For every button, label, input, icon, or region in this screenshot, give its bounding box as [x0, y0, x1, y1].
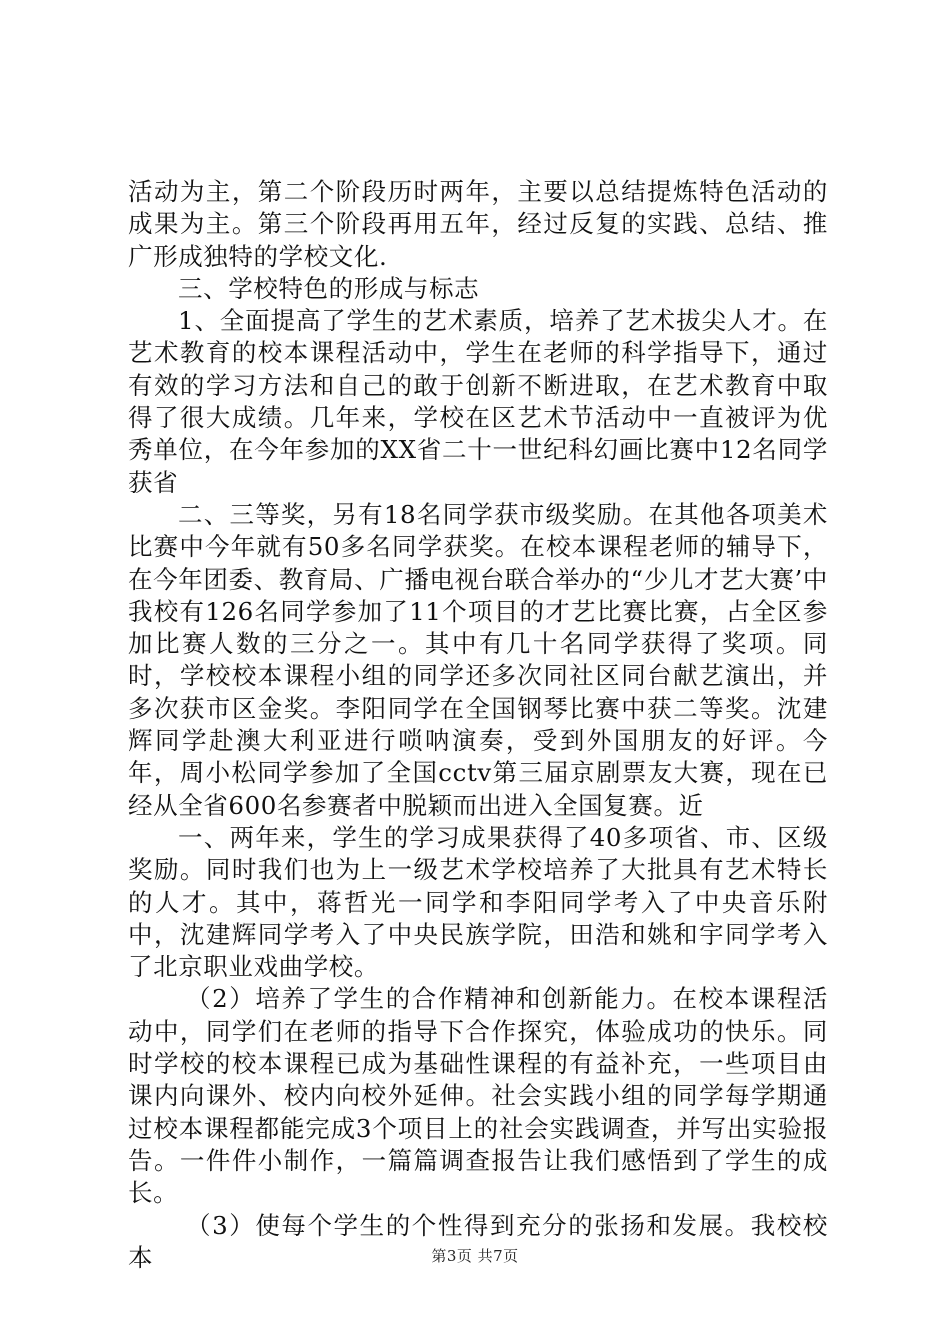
- paragraph-awards: 二、三等奖，另有18名同学获市级奖励。在其他各项美术比赛中今年就有50多名同学获奖。在校本课程老师的辅导下，在今年团委、教育局、广播电视台联合举办的“少儿才艺大赛’中我校有126名同学参加了11个项目的才艺比赛比赛，占全区参加比赛人数的三分之一。其中有几十名同学获得了奖项。同时，学校校本课程小组的同学还多次同社区同台献艺演出，并多次获市区金奖。李阳同学在全国钢琴比赛中获二等奖。沈建辉同学赴澳大利亚进行唢呐演奏，受到外国朋友的好评。今年，周小松同学参加了全国cctv第三届京剧票友大赛，现在已经从全省600名参赛者中脱颖而出进入全国复赛。近: [128, 499, 828, 820]
- section-heading: 三、学校特色的形成与标志: [178, 273, 480, 303]
- paragraph-continuation: 活动为主，第二个阶段历时两年，主要以总结提炼特色活动的成果为主。第三个阶段再用五年，经过反复的实践、总结、推广形成独特的学校文化.: [128, 177, 828, 271]
- paragraph-individuality: （3）使每个学生的个性得到充分的张扬和发展。我校校本: [128, 1210, 828, 1272]
- paragraph-results: 一、两年来，学生的学习成果获得了40多项省、市、区级奖励。同时我们也为上一级艺术学校培养了大批具有艺术特长的人才。其中，蒋哲光一同学和李阳同学考入了中央音乐附中，沈建辉同学考入了中央民族学院，田浩和姚和宇同学考入了北京职业戏曲学校。: [128, 822, 828, 982]
- page-number-footer: 第3页 共7页: [431, 1247, 519, 1265]
- paragraph-achievement-1: 1、全面提高了学生的艺术素质，培养了艺术拔尖人才。在艺术教育的校本课程活动中，学生在老师的科学指导下，通过有效的学习方法和自己的敢于创新不断进取，在艺术教育中取得了很大成绩。几年来，学校在区艺术节活动中一直被评为优秀单位，在今年参加的XX省二十一世纪科幻画比赛中12名同学获省: [128, 306, 828, 497]
- paragraph-cooperation: （2）培养了学生的合作精神和创新能力。在校本课程活动中，同学们在老师的指导下合作探究，体验成功的快乐。同时学校的校本课程已成为基础性课程的有益补充，一些项目由课内向课外、校内向校外延伸。社会实践小组的同学每学期通过校本课程都能完成3个项目上的社会实践调查，并写出实验报告。一件件小制作，一篇篇调查报告让我们感悟到了学生的成长。: [128, 984, 828, 1208]
- document-body: [128, 176, 828, 1274]
